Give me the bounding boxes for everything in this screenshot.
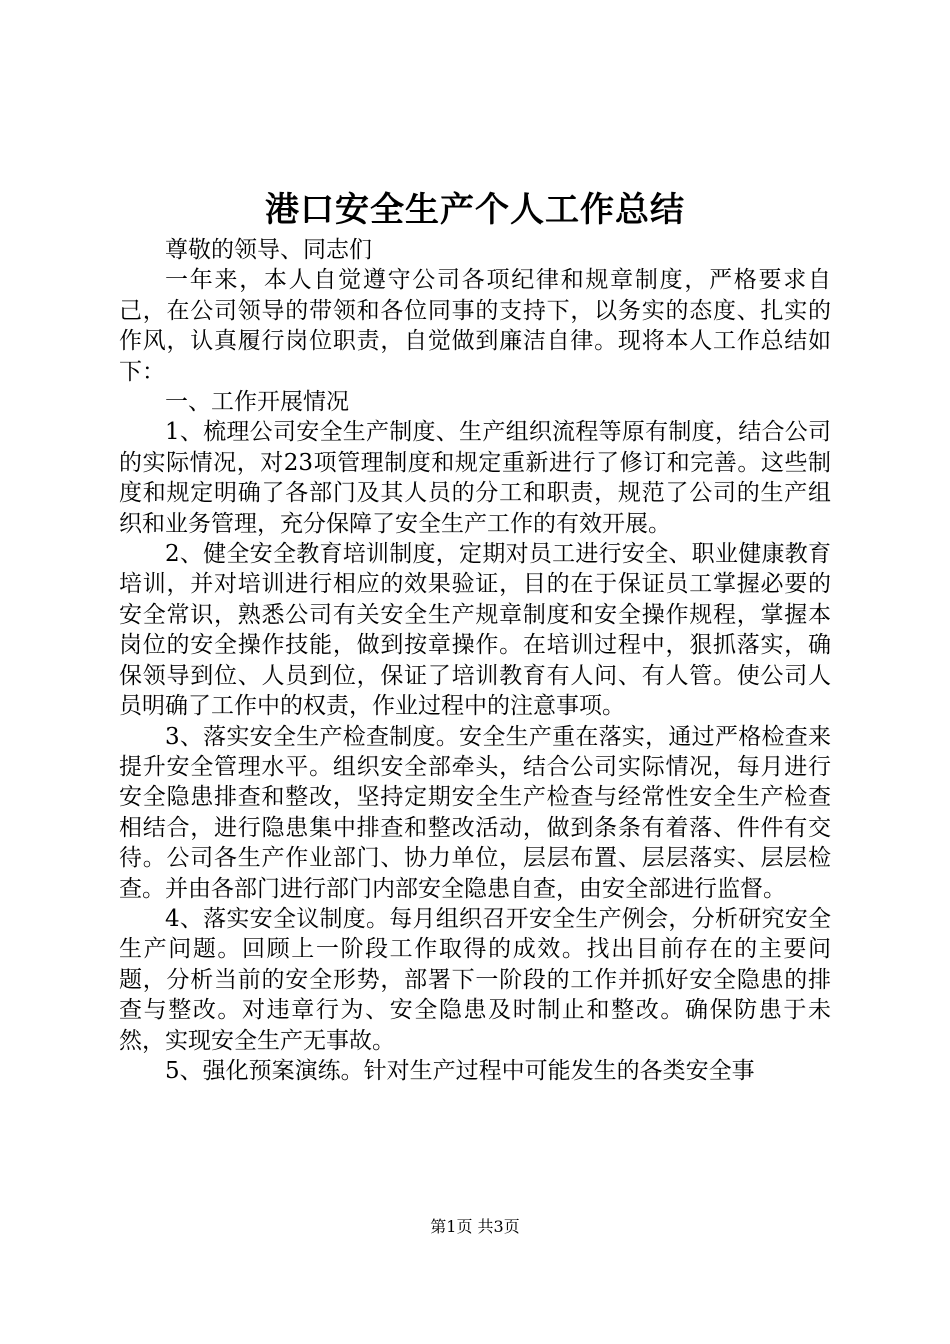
section-heading: 一、工作开展情况 (165, 389, 349, 416)
salutation: 尊敬的领导、同志们 (165, 237, 372, 263)
paragraph-item-5: 5、强化预案演练。针对生产过程中可能发生的各类安全事 (165, 1057, 755, 1084)
paragraph-item-1: 1、梳理公司安全生产制度、生产组织流程等原有制度，结合公司的实际情况，对23项管理制度和规定重新进行了修订和完善。这些制度和规定明确了各部门及其人员的分工和职责，规范了公司的生产组织和业务管理，充分保障了安全生产工作的有效开展。 (119, 419, 831, 537)
document-title: 港口安全生产个人工作总结 (265, 190, 685, 230)
paragraph-item-3: 3、落实安全生产检查制度。安全生产重在落实，通过严格检查来提升安全管理水平。组织安全部牵头，结合公司实际情况，每月进行安全隐患排查和整改，坚持定期安全生产检查与经常性安全生产检查相结合，进行隐患集中排查和整改活动，做到条条有着落、件件有交待。公司各生产作业部门、协力单位，层层布置、层层落实、层层检查。并由各部门进行部门内部安全隐患自查，由安全部进行监督。 (119, 723, 831, 902)
paragraph-item-4: 4、落实安全议制度。每月组织召开安全生产例会，分析研究安全生产问题。回顾上一阶段工作取得的成效。找出目前存在的主要问题，分析当前的安全形势，部署下一阶段的工作并抓好安全隐患的排查与整改。对违章行为、安全隐患及时制止和整改。确保防患于未然，实现安全生产无事故。 (119, 905, 831, 1054)
page-footer: 第1页 共3页 (430, 1217, 520, 1236)
document-body (119, 235, 831, 1086)
paragraph-intro: 一年来，本人自觉遵守公司各项纪律和规章制度，严格要求自己，在公司领导的带领和各位同事的支持下，以务实的态度、扎实的作风，认真履行岗位职责，自觉做到廉洁自律。现将本人工作总结如下： (119, 267, 831, 385)
paragraph-item-2: 2、健全安全教育培训制度，定期对员工进行安全、职业健康教育培训，并对培训进行相应的效果验证，目的在于保证员工掌握必要的安全常识，熟悉公司有关安全生产规章制度和安全操作规程，掌握本岗位的安全操作技能，做到按章操作。在培训过程中，狠抓落实，确保领导到位、人员到位，保证了培训教育有人问、有人管。使公司人员明确了工作中的权责，作业过程中的注意事项。 (119, 541, 831, 720)
